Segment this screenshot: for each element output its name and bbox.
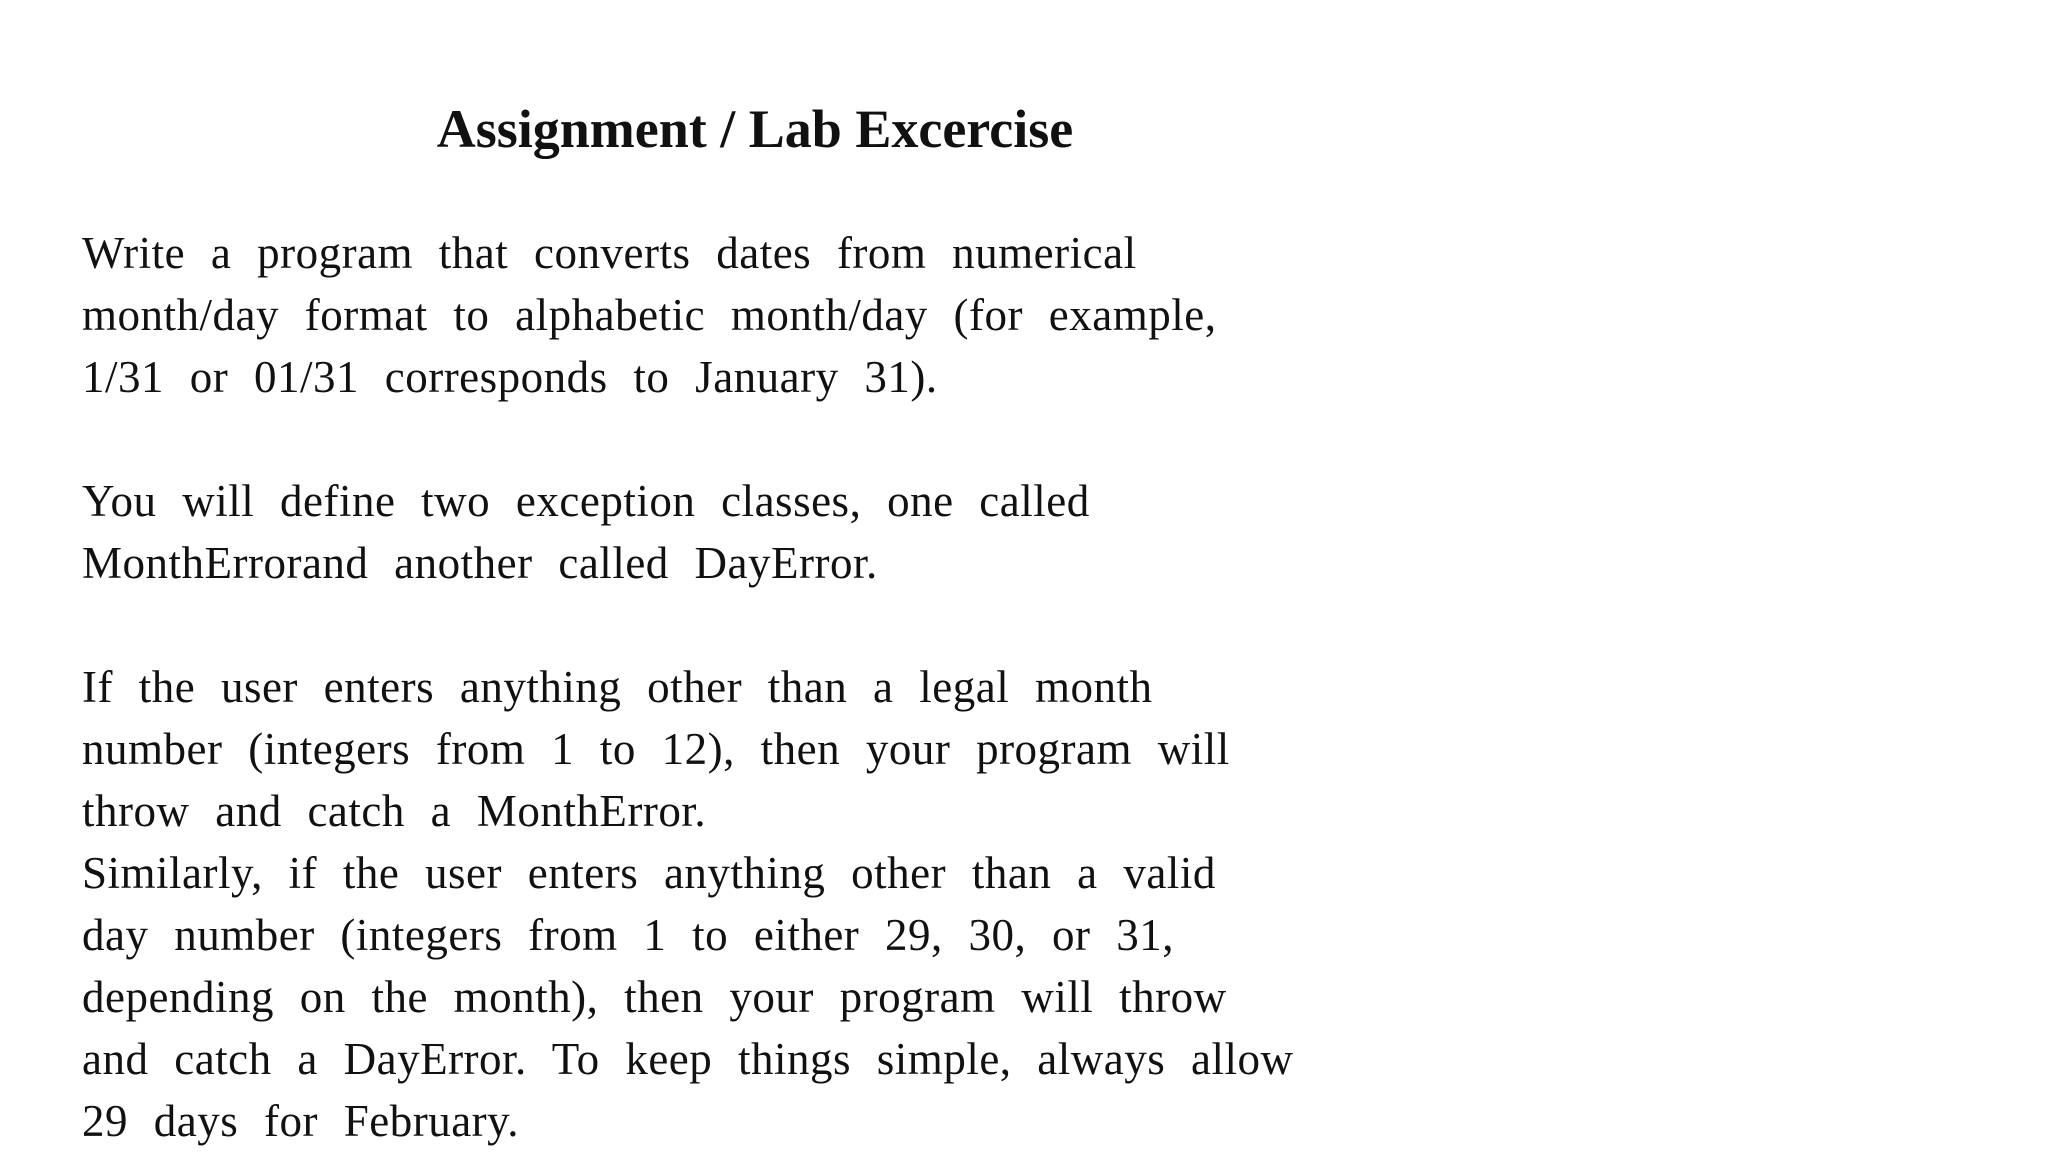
page-title: Assignment / Lab Excercise: [436, 99, 1074, 159]
text-line: throw and catch a MonthError.: [82, 786, 707, 836]
paragraph-exceptions: [82, 470, 1412, 594]
text-line: month/day format to alphabetic month/day (for example,: [82, 290, 1217, 340]
text-line: number (integers from 1 to 12), then your program will: [82, 724, 1230, 774]
text-line: If the user enters anything other than a legal month: [82, 662, 1153, 712]
text-line: Similarly, if the user enters anything other than a valid: [82, 848, 1216, 898]
paragraph-spacer: [82, 594, 1412, 656]
text-line: depending on the month), then your program will throw: [82, 972, 1227, 1022]
paragraph-day-error: [82, 842, 1412, 1152]
text-line: 29 days for February.: [82, 1096, 519, 1146]
text-line: Write a program that converts dates from numerical: [82, 228, 1137, 278]
text-line: 1/31 or 01/31 corresponds to January 31).: [82, 352, 938, 402]
text-line: MonthErrorand another called DayError.: [82, 538, 878, 588]
paragraph-intro: [82, 222, 1412, 408]
text-line: You will define two exception classes, one called: [82, 476, 1090, 526]
text-line: and catch a DayError. To keep things simple, always allow: [82, 1034, 1294, 1084]
text-line: day number (integers from 1 to either 29, 30, or 31,: [82, 910, 1175, 960]
assignment-body: [82, 222, 1412, 1152]
paragraph-month-error: [82, 656, 1412, 842]
paragraph-spacer: [82, 408, 1412, 470]
